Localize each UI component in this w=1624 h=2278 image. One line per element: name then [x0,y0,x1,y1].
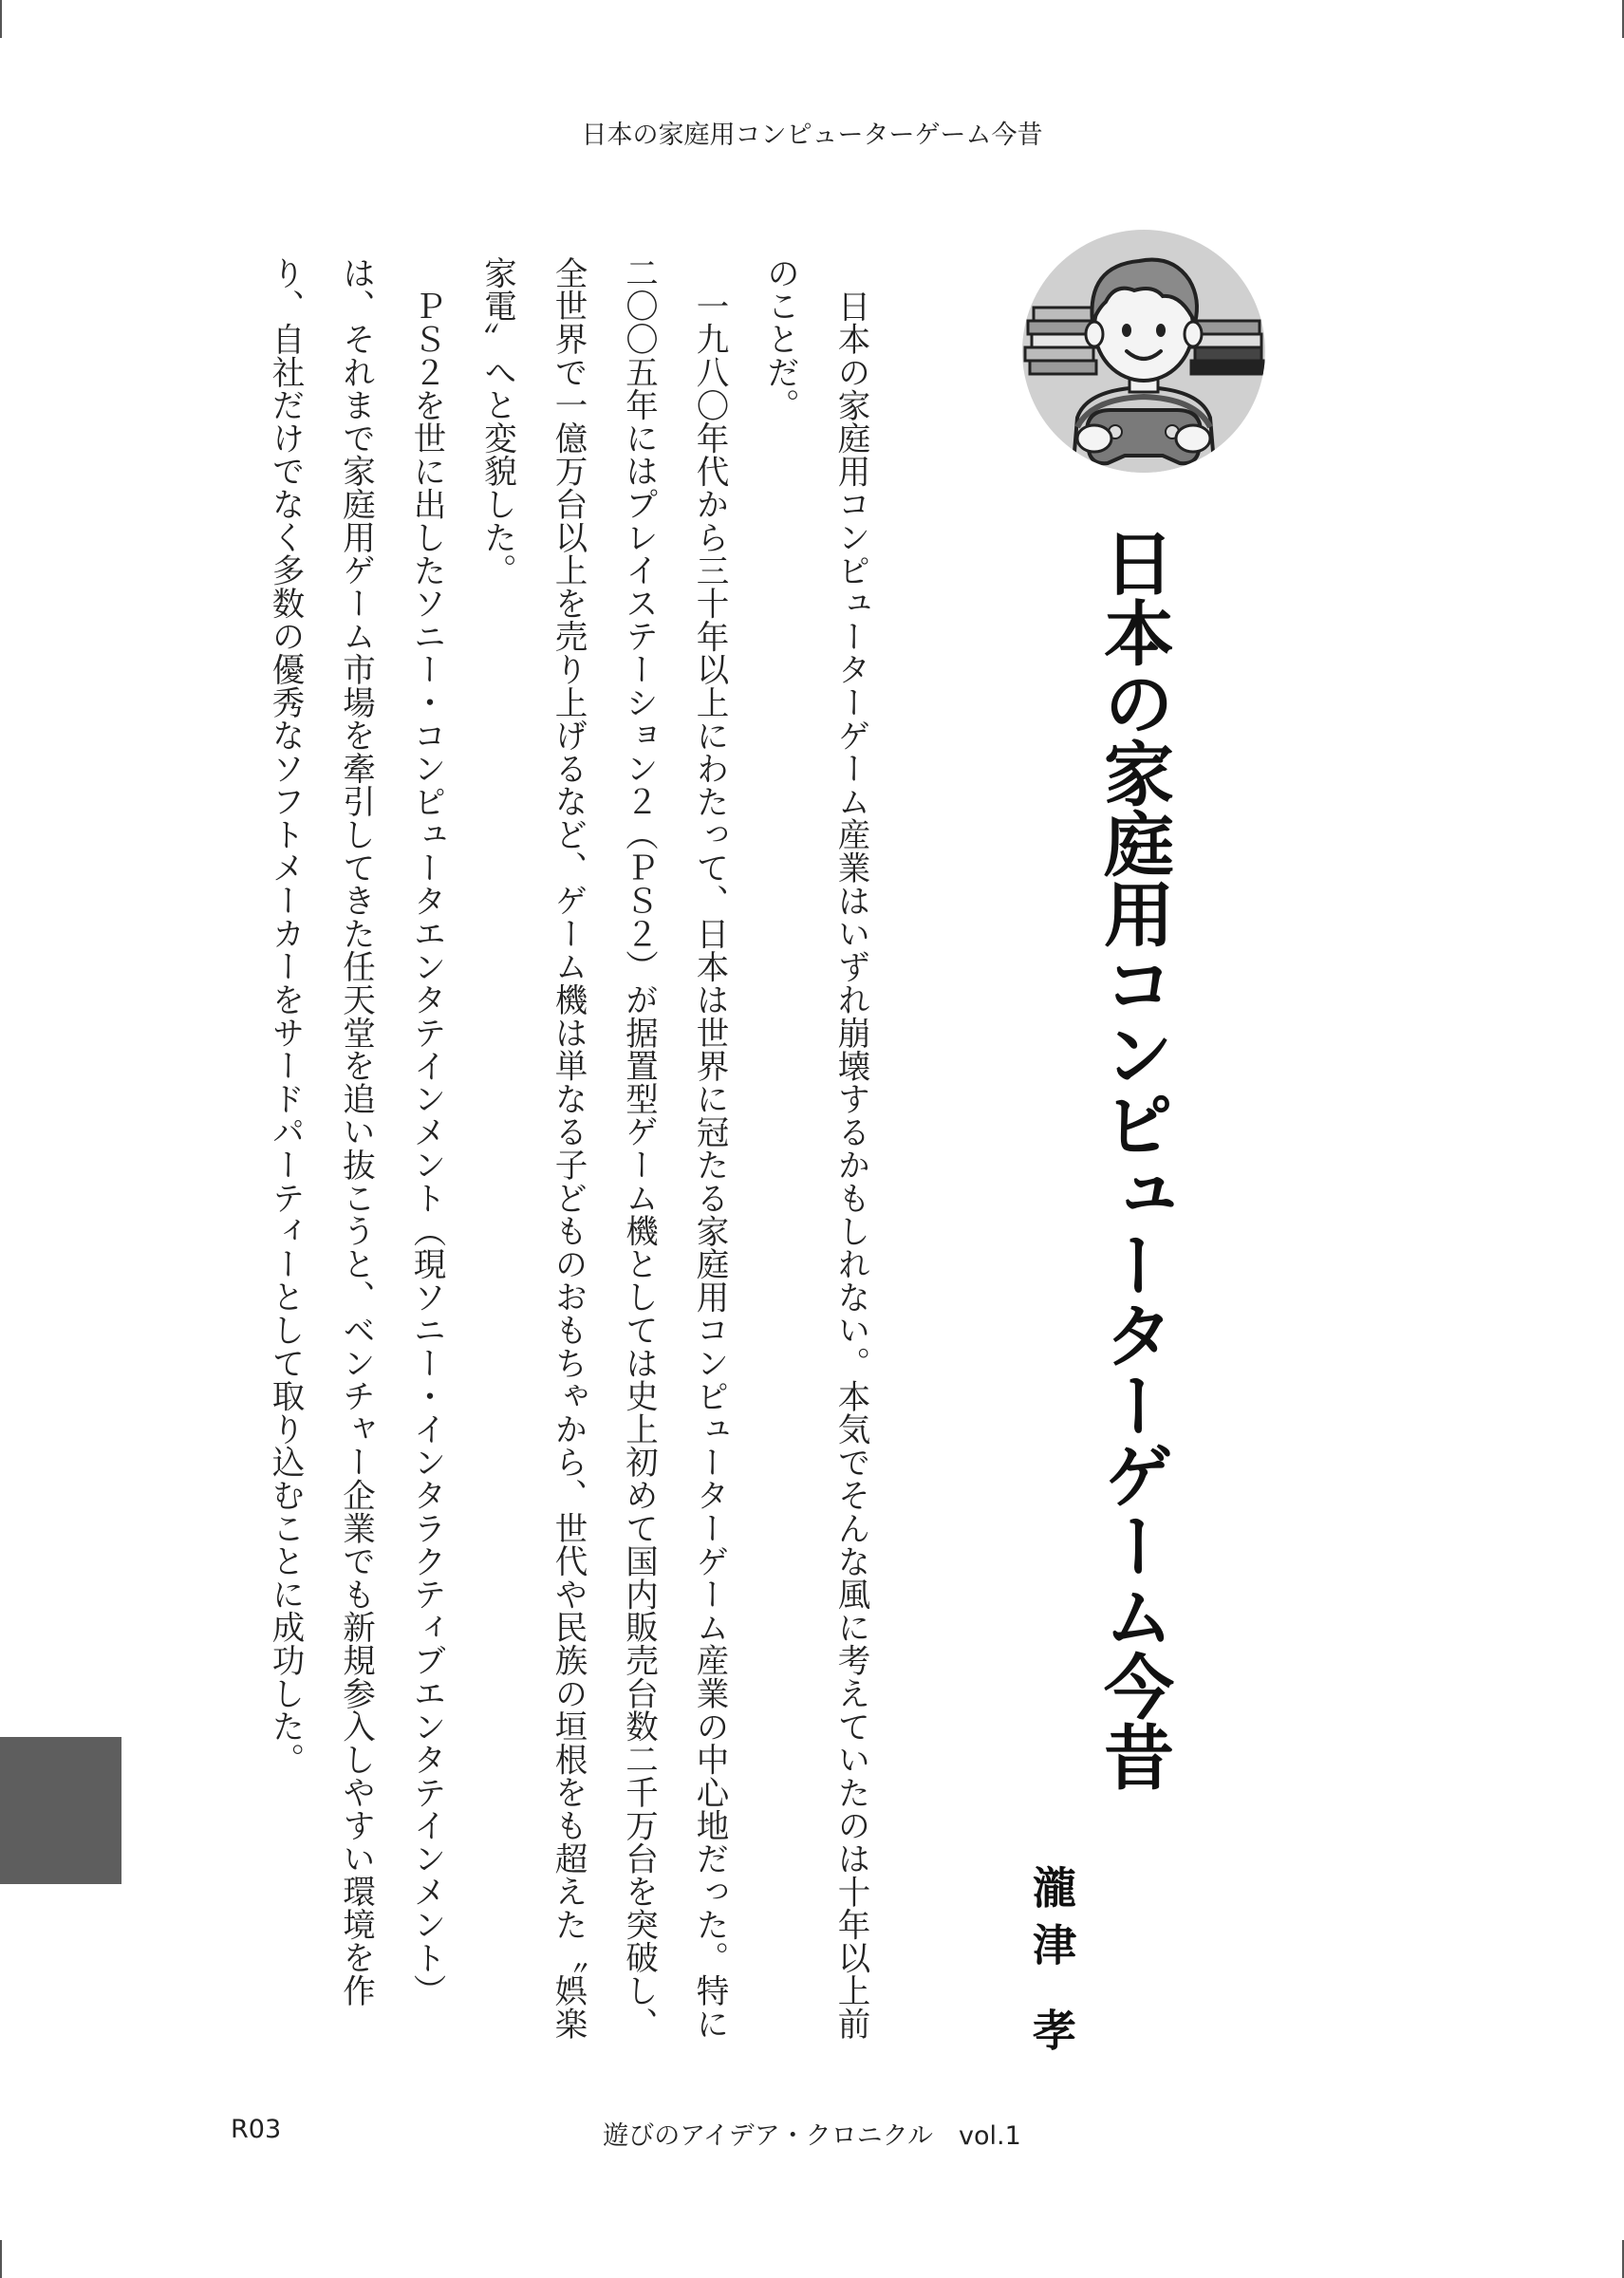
thumb-index-tab [0,1737,121,1884]
article-title: 日本の家庭用コンピューターゲーム今昔 [1092,527,1174,1791]
page-number: R03 [231,2115,282,2144]
publication-title: 遊びのアイデア・クロニクル vol.1 [603,2121,1021,2151]
paragraph: 一九八〇年代から三十年以上にわたって、日本は世界に冠たる家庭用コンピューターゲーム産業の中心地だった。特に二〇〇五年にはプレイステーション２（ＰＳ２）が据置型ゲーム機としては史上初めて国内販売台数二千万台を突破し、全世界で一億万台以上を売り上げるなど、ゲーム機は単なる子どものおもちゃから、世代や民族の垣根をも超えた〝娯楽家電〟へと変貌した。 [477,256,728,2041]
running-header: 日本の家庭用コンピューターゲーム今昔 [581,121,1043,150]
author-name: 瀧津 孝 [1026,1865,1077,2065]
paragraph: ＰＳ２を世に出したソニー・コンピュータエンタテインメント（現ソニー・インタラクティブエンタテインメント）は、それまで家庭用ゲーム市場を牽引してきた任天堂を追い抜こうと、ベンチャー企業でも新規参入しやすい環境を作り、自社だけでなく多数の優秀なソフトメーカーをサードパーティーとして取り込むことに成功した。 [266,256,445,2007]
article-body [250,256,887,2060]
crop-mark-bottom-left [0,2240,2,2278]
paragraph: 日本の家庭用コンピューターゲーム産業はいずれ崩壊するかもしれない。本気でそんな風に考えていたのは十年以上前のことだ。 [760,256,869,2040]
crop-mark-top-left [0,0,2,38]
boy-with-game-controller-icon [1020,228,1267,475]
